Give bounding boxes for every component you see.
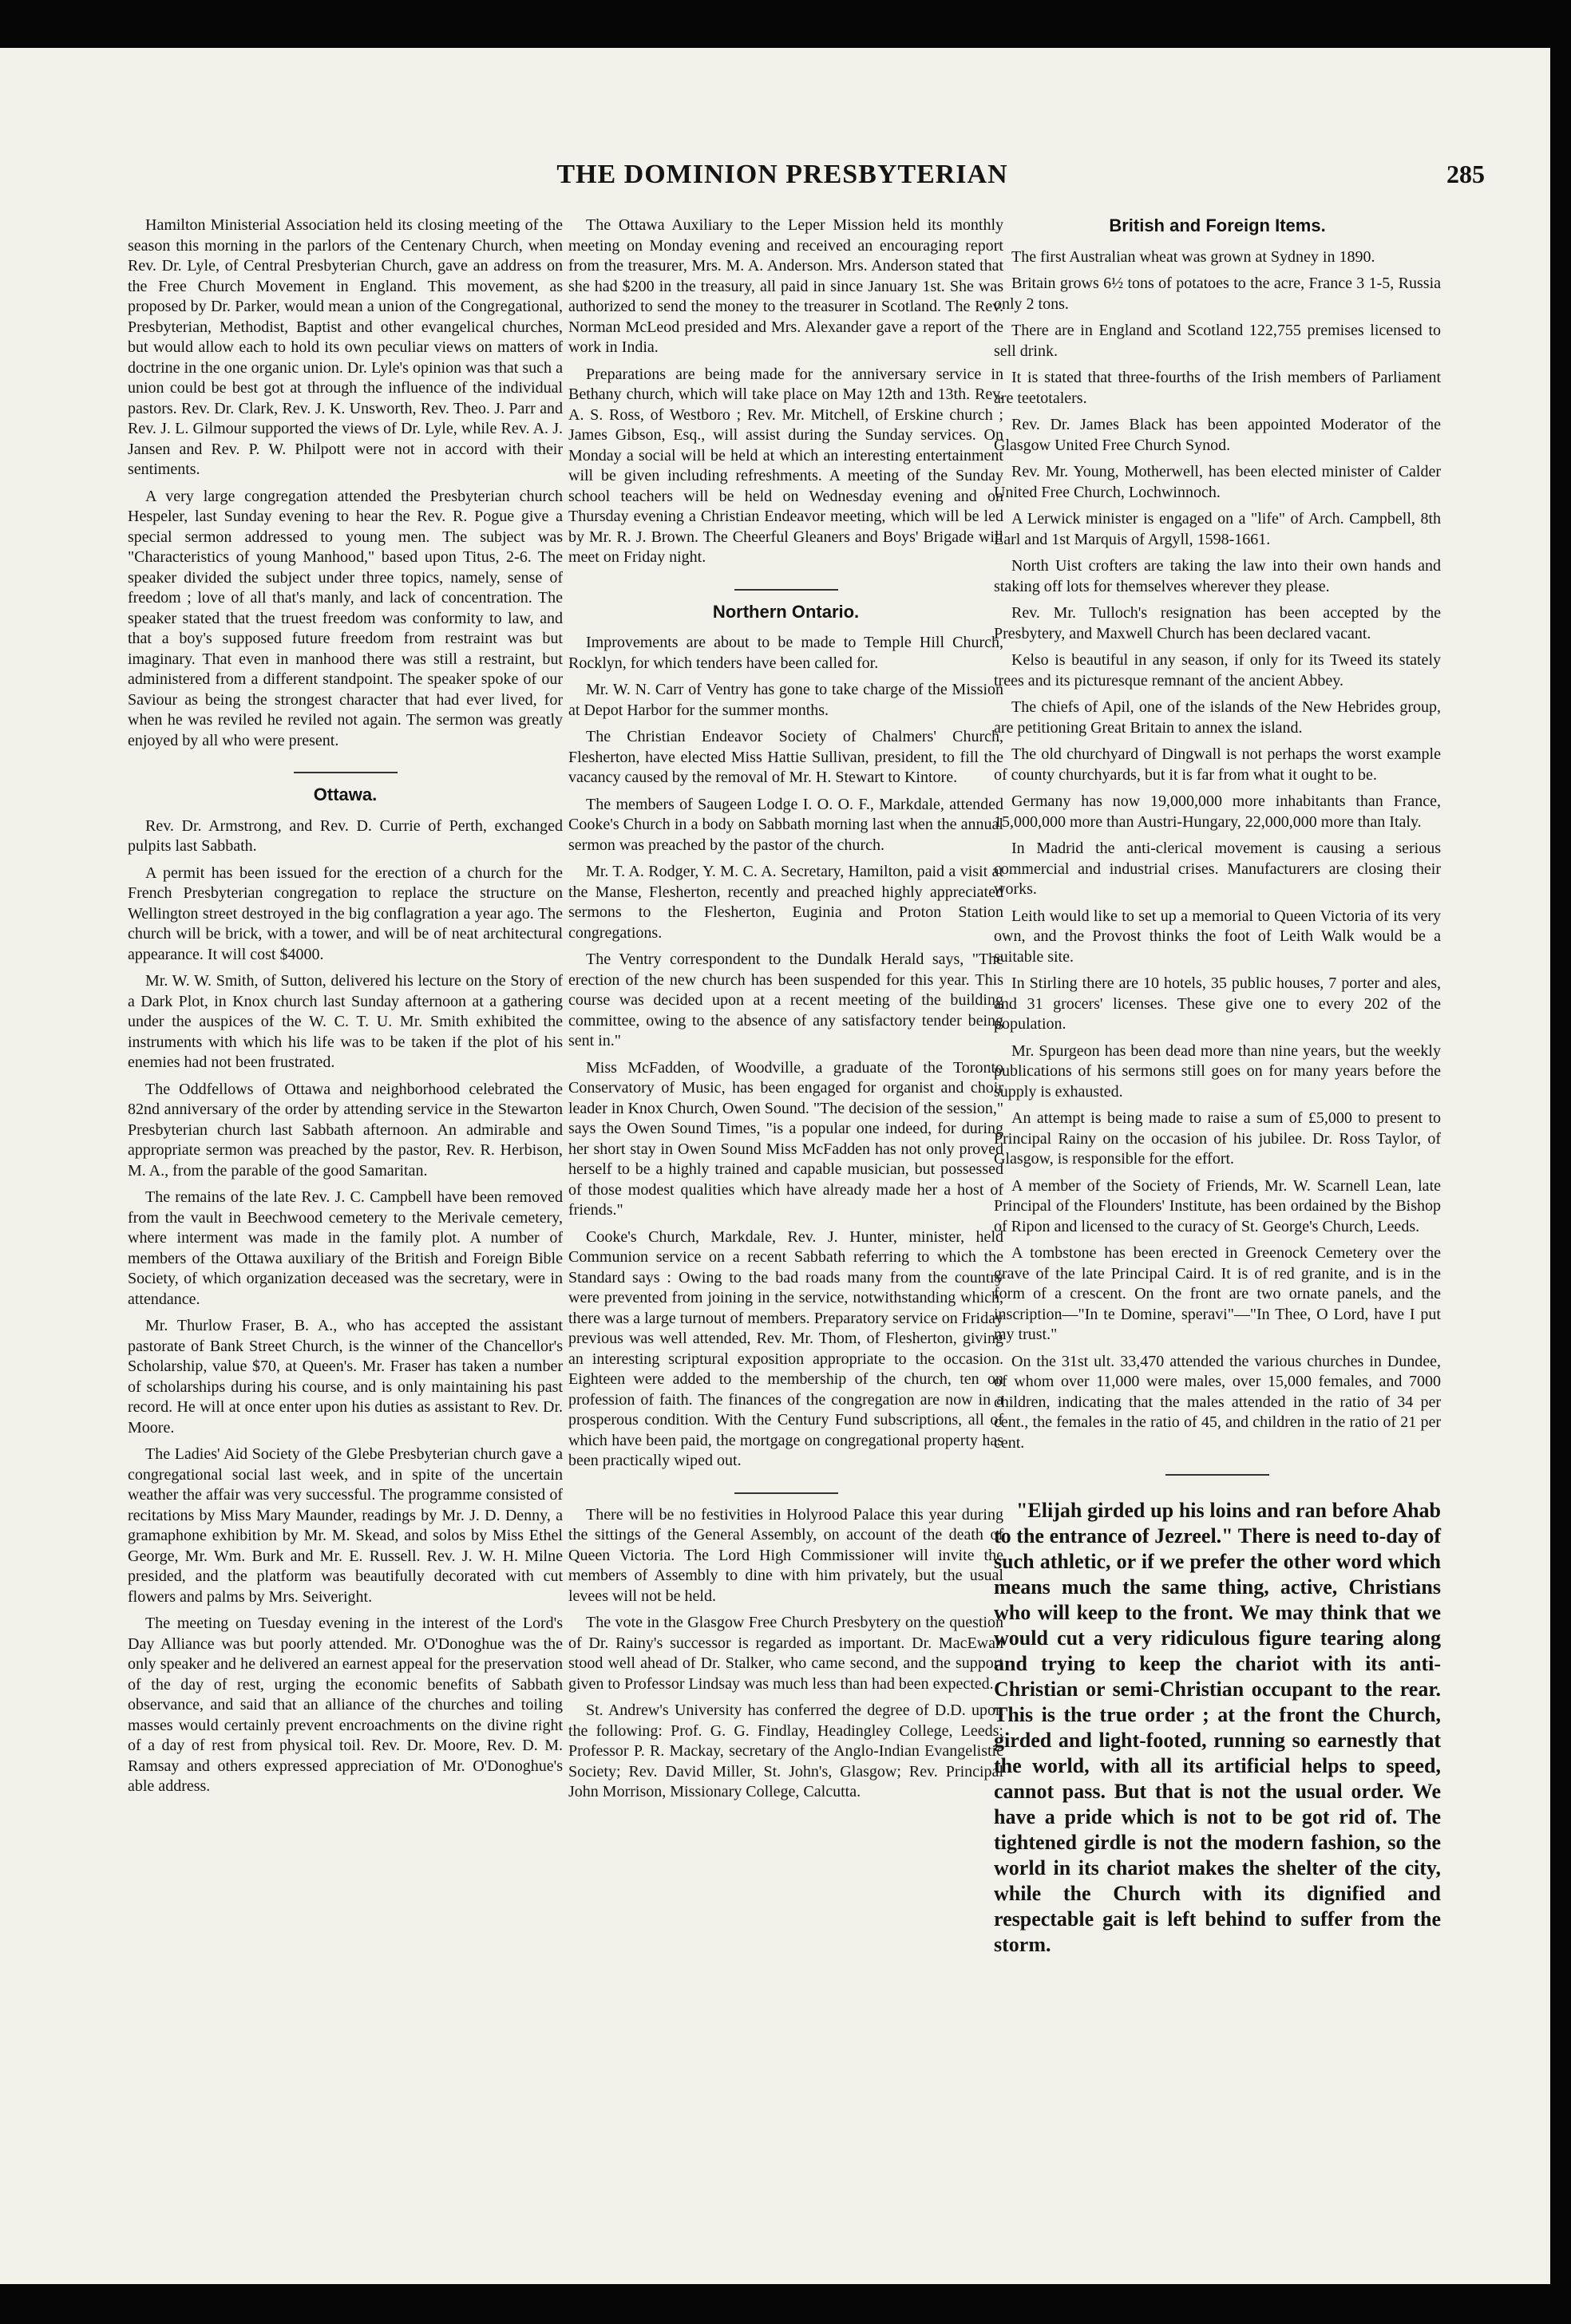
news-paragraph: There will be no festivities in Holyrood Palace this year during the sittings of the General Assembly, on account of the death of Queen Victoria. The Lord High Commissioner will invite the members of Assembly to dine with him privately, but the usual levees will not be held.: [568, 1505, 1003, 1605]
news-paragraph: The old churchyard of Dingwall is not perhaps the worst example of county churchyards, but it is far from what it ought to be.: [994, 745, 1441, 784]
section-heading: Ottawa.: [313, 785, 378, 804]
news-paragraph: Cooke's Church, Markdale, Rev. J. Hunter, minister, held Communion service on a recent Sabbath referring to which the Standard says : Owing to the bad roads many from the country were prevented from joining in the service, notwithstanding which, there was a large turnout of members. Preparatory service on Friday previous was well attended, Rev. Mr. Thom, of Flesherton, giving an interesting scriptural exposition appropriate to the occasion. Eighteen were added to the membership of the church, ten on profession of faith. The finances of the congregation are now in a prosperous condition. With the Century Fund subscriptions, all of which have been paid, the mortgage on congregational property has been practically wiped out.: [568, 1227, 1003, 1469]
news-paragraph: A very large congregation attended the Presbyterian church Hespeler, last Sunday evening to hear the Rev. R. Pogue give a special sermon addressed to young men. The subject was "Characteristics of young Manhood," based upon Titus, 2-6. The speaker divided the subject under three topics, namely, sense of freedom ; love of all that's manly, and lack of concentration. The speaker stated that the truest freedom was conformity to law, and that a boy's supposed future freedom from restraint was but imaginary. That even in manhood there was still a restraint, but administered from a different standpoint. The speaker spoke of our Saviour as being the strongest character that had ever lived, for when he was reviled he reviled not again. The sermon was greatly enjoyed by all who were present.: [128, 487, 563, 749]
news-paragraph: St. Andrew's University has conferred the degree of D.D. upon the following: Prof. G. G. Findlay, Headingley College, Leeds; Professor P. R. Mackay, secretary of the Anglo-Indian Evangelistic Society; Rev. David Miller, St. John's, Glasgow; Rev. Principal John Morrison, Missionary College, Calcutta.: [568, 1702, 1003, 1800]
scan-border-bottom: [0, 2284, 1571, 2324]
news-paragraph: Rev. Dr. Armstrong, and Rev. D. Currie of Perth, exchanged pulpits last Sabbath.: [128, 816, 563, 855]
news-paragraph: North Uist crofters are taking the law into their own hands and staking off lots for themselves wherever they please.: [994, 557, 1441, 595]
page-header: [64, 160, 1501, 208]
news-paragraph: On the 31st ult. 33,470 attended the various churches in Dundee, of whom over 11,000 were males, over 15,000 females, and 7000 children, indicating that the males attended in the ratio of 34 per cent., the females in the ratio of 45, and children in the ratio of 21 per cent.: [994, 1352, 1441, 1452]
news-paragraph: The Ottawa Auxiliary to the Leper Mission held its monthly meeting on Monday evening and received an encouraging report from the treasurer, Mrs. M. A. Anderson. Mrs. Anderson stated that she had $200 in the treasury, all paid in since January 1st. She was authorized to send the money to the treasurer in Scotland. The Rev. Norman McLeod presided and Mrs. Alexander gave a report of the work in India.: [568, 216, 1003, 356]
section-divider: [734, 1492, 838, 1494]
news-paragraph: Leith would like to set up a memorial to Queen Victoria of its very own, and the Provost thinks the foot of Leith Walk would be a suitable site.: [994, 907, 1441, 966]
news-paragraph: A permit has been issued for the erection of a church for the French Presbyterian congregation to replace the structure on Wellington street destroyed in the big conflagration a year ago. The church will be brick, with a tower, and will be of neat architectural appearance. It will cost $4000.: [128, 864, 563, 963]
news-paragraph: The remains of the late Rev. J. C. Campbell have been removed from the vault in Beechwood cemetery to the Merivale cemetery, where interment was made in the family plot. A number of members of the Ottawa auxiliary of the British and Foreign Bible Society, of which organization deceased was the secretary, were in attendance.: [128, 1188, 563, 1308]
news-paragraph: A tombstone has been erected in Greenock Cemetery over the grave of the late Principal Caird. It is of red granite, and is in the form of a crescent. On the front are two ornate panels, and the inscription—"In te Domine, speravi"—"In Thee, O Lord, have I put my trust.": [994, 1244, 1441, 1343]
news-paragraph: In Stirling there are 10 hotels, 35 public houses, 7 porter and ales, and 31 grocers' licenses. These give one to every 202 of the population.: [994, 974, 1441, 1033]
news-paragraph: The Oddfellows of Ottawa and neighborhood celebrated the 82nd anniversary of the order by attending service in the Stewarton Presbyterian church last Sabbath afternoon. An admirable and appropriate sermon was preached by the pastor, Rev. R. Herbison, M. A., from the parable of the good Samaritan.: [128, 1080, 563, 1180]
news-paragraph: In Madrid the anti-clerical movement is causing a serious commercial and industrial crises. Manufacturers are closing their works.: [994, 840, 1441, 898]
news-paragraph: Mr. T. A. Rodger, Y. M. C. A. Secretary, Hamilton, paid a visit at the Manse, Flesherton, recently and preached highly appreciated sermons to the Flesherton, Euginia and Proton Station congregations.: [568, 863, 1003, 942]
news-paragraph: Improvements are about to be made to Temple Hill Church, Rocklyn, for which tenders have been called for.: [568, 634, 1003, 672]
news-paragraph: Germany has now 19,000,000 more inhabitants than France, 15,000,000 more than Austri-Hungary, 22,000,000 more than Italy.: [994, 792, 1441, 831]
news-paragraph: The first Australian wheat was grown at Sydney in 1890.: [1011, 247, 1375, 266]
news-paragraph: Mr. W. W. Smith, of Sutton, delivered his lecture on the Story of a Dark Plot, in Knox church last Sunday afternoon at a gathering under the auspices of the W. C. T. U. Mr. Smith exhibited the instruments with which his life was to be taken if the plot of his enemies had not been frustrated.: [128, 972, 563, 1071]
column-3: [994, 215, 1441, 1958]
editorial-quote: "Elijah girded up his loins and ran before Ahab to the entrance of Jezreel." There is need to-day of such athletic, or if we prefer the other word which means much the same thing, active, Christians who will keep to the front. We may think that we would cut a very ridiculous figure tearing along and trying to keep the chariot with its anti-Christian or semi-Christian occupant to the rear. This is the true order ; at the front the Church, girded and light-footed, running so earnestly that the world, with all its artificial helps to speed, cannot pass. But that is not the usual order. We have a pride which is not to be got rid of. The tightened girdle is not the modern fashion, so the world in its chariot makes the shelter of the city, while the Church with its dignified and respectable gait is left behind to suffer from the storm.: [994, 1499, 1441, 1956]
news-paragraph: Mr. Thurlow Fraser, B. A., who has accepted the assistant pastorate of Bank Street Church, is the winner of the Chancellor's Scholarship, value $70, at Queen's. Mr. Fraser has taken a number of scholarships during his course, and is only maintaining his past record. He will at once enter upon his duties as assistant to Rev. Dr. Moore.: [128, 1317, 563, 1437]
news-paragraph: The vote in the Glasgow Free Church Presbytery on the question of Dr. Rainy's successor is regarded as important. Dr. MacEwan stood well ahead of Dr. Stalker, who came second, and the support given to Professor Lindsay was much less than had been expected.: [568, 1614, 1003, 1693]
section-divider: [734, 589, 838, 591]
news-paragraph: Hamilton Ministerial Association held its closing meeting of the season this morning in the parlors of the Centenary Church, when Rev. Dr. Lyle, of Central Presbyterian Church, gave an address on the Free Church Movement in England. This movement, as proposed by Dr. Parker, would mean a union of the Congregational, Presbyterian, Methodist, Baptist and other evangelical churches, but would allow each to hold its own peculiar views on matters of doctrine in the one organic union. Dr. Lyle's opinion was that such a union could be best got at through the influence of the individual pastors. Rev. Dr. Clark, Rev. J. K. Unsworth, Rev. Theo. J. Parr and Rev. J. L. Gilmour supported the views of Dr. Lyle, while Rev. A. J. Jansen and Rev. P. W. Philpott were not in accord with their sentiments.: [128, 216, 563, 478]
section-divider: [1165, 1474, 1269, 1476]
section-divider: [294, 772, 398, 773]
column-2: [568, 215, 1003, 1809]
news-paragraph: The meeting on Tuesday evening in the interest of the Lord's Day Alliance was but poorly attended. Mr. O'Donoghue was the only speaker and he delivered an earnest appeal for the preservation of the day of rest, urging the economic benefits of Sabbath observance, and said that an alliance of the churches and toiling masses would certainly prevent encroachments on the divine right of a day of rest from physical toil. Rev. Dr. Moore, Rev. D. M. Ramsay and others expressed appreciation of Mr. O'Donoghue's able address.: [128, 1615, 563, 1795]
news-paragraph: The members of Saugeen Lodge I. O. O. F., Markdale, attended Cooke's Church in a body on Sabbath morning last when the annual sermon was preached by the pastor of the church.: [568, 795, 1003, 854]
news-paragraph: Rev. Mr. Young, Motherwell, has been elected minister of Calder United Free Church, Lochwinnoch.: [994, 463, 1441, 501]
news-paragraph: The chiefs of Apil, one of the islands of the New Hebrides group, are petitioning Great Britain to annex the island.: [994, 698, 1441, 737]
news-paragraph: Rev. Mr. Tulloch's resignation has been accepted by the Presbytery, and Maxwell Church has been declared vacant.: [994, 604, 1441, 642]
column-1: [128, 215, 563, 1804]
section-heading: British and Foreign Items.: [1109, 215, 1326, 235]
news-paragraph: Rev. Dr. James Black has been appointed Moderator of the Glasgow United Free Church Synod.: [994, 416, 1441, 454]
news-paragraph: Britain grows 6½ tons of potatoes to the acre, France 3 1-5, Russia only 2 tons.: [994, 275, 1441, 313]
masthead-title: THE DOMINION PRESBYTERIAN: [556, 160, 1008, 189]
news-paragraph: The Ladies' Aid Society of the Glebe Presbyterian church gave a congregational social last week, and in spite of the uncertain weather the affair was very successful. The programme consisted of recitations by Miss Mary Maunder, readings by Mr. J. D. Denny, a gramaphone exhibition by Mr. M. Skead, and solos by Miss Ethel George, Mr. Wm. Burk and Mr. E. Russell. Rev. J. W. H. Milne presided, and the platform was beautifully decorated with cut flowers and palms by Mrs. Seiveright.: [128, 1445, 563, 1606]
news-paragraph: Miss McFadden, of Woodville, a graduate of the Toronto Conservatory of Music, has been engaged for organist and choir leader in Knox Church, Owen Sound. "The decision of the session," says the Owen Sound Times, "is a popular one indeed, for during her short stay in Owen Sound Miss McFadden has not only proved herself to be a highly trained and capable musician, but possessed of those modest qualities which have already made her a host of friends.": [568, 1058, 1003, 1219]
section-heading: Northern Ontario.: [712, 601, 860, 622]
scan-border-right: [1550, 0, 1571, 2324]
news-paragraph: Kelso is beautiful in any season, if only for its Tweed its stately trees and its picturesque remnant of the ancient Abbey.: [994, 651, 1441, 690]
scan-border-top: [0, 0, 1571, 48]
news-paragraph: The Ventry correspondent to the Dundalk Herald says, "The erection of the new church has been suspended for this year. This course was decided upon at a recent meeting of the building committee, owing to the absence of any satisfactory tender being sent in.": [568, 951, 1003, 1049]
news-paragraph: Preparations are being made for the anniversary service in Bethany church, which will take place on May 12th and 13th. Rev. A. S. Ross, of Westboro ; Rev. Mr. Mitchell, of Erskine church ; James Gibson, Esq., will assist during the Sunday services. On Monday a social will be held at which an interesting entertainment will be given including refreshments. A meeting of the Sunday school teachers will be held on Wednesday evening and on Thursday evening a Christian Endeavor meeting, which will be led by Mr. R. J. Brown. The Cheerful Gleaners and Boys' Brigade will meet on Friday night.: [568, 365, 1003, 566]
news-paragraph: An attempt is being made to raise a sum of £5,000 to present to Principal Rainy on the occasion of his jubilee. Dr. Ross Taylor, of Glasgow, is responsible for the effort.: [994, 1109, 1441, 1168]
news-paragraph: Mr. Spurgeon has been dead more than nine years, but the weekly publications of his sermons still goes on for many years before the supply is exhausted.: [994, 1041, 1441, 1101]
news-paragraph: The Christian Endeavor Society of Chalmers' Church, Flesherton, have elected Miss Hattie Sullivan, president, to fill the vacancy caused by the removal of Mr. H. Stewart to Kintore.: [568, 728, 1003, 786]
news-paragraph: It is stated that three-fourths of the Irish members of Parliament are teetotalers.: [994, 369, 1441, 407]
news-paragraph: There are in England and Scotland 122,755 premises licensed to sell drink.: [994, 322, 1441, 360]
news-paragraph: Mr. W. N. Carr of Ventry has gone to take charge of the Mission at Depot Harbor for the summer months.: [568, 681, 1003, 719]
news-paragraph: A Lerwick minister is engaged on a "life" of Arch. Campbell, 8th Earl and 1st Marquis of Argyll, 1598-1661.: [994, 510, 1441, 548]
news-paragraph: A member of the Society of Friends, Mr. W. Scarnell Lean, late Principal of the Flounders' Institute, has been ordained by the Bishop of Ripon and licensed to the curacy of St. George's Church, Leeds.: [994, 1176, 1441, 1235]
page-number: 285: [1446, 160, 1485, 188]
